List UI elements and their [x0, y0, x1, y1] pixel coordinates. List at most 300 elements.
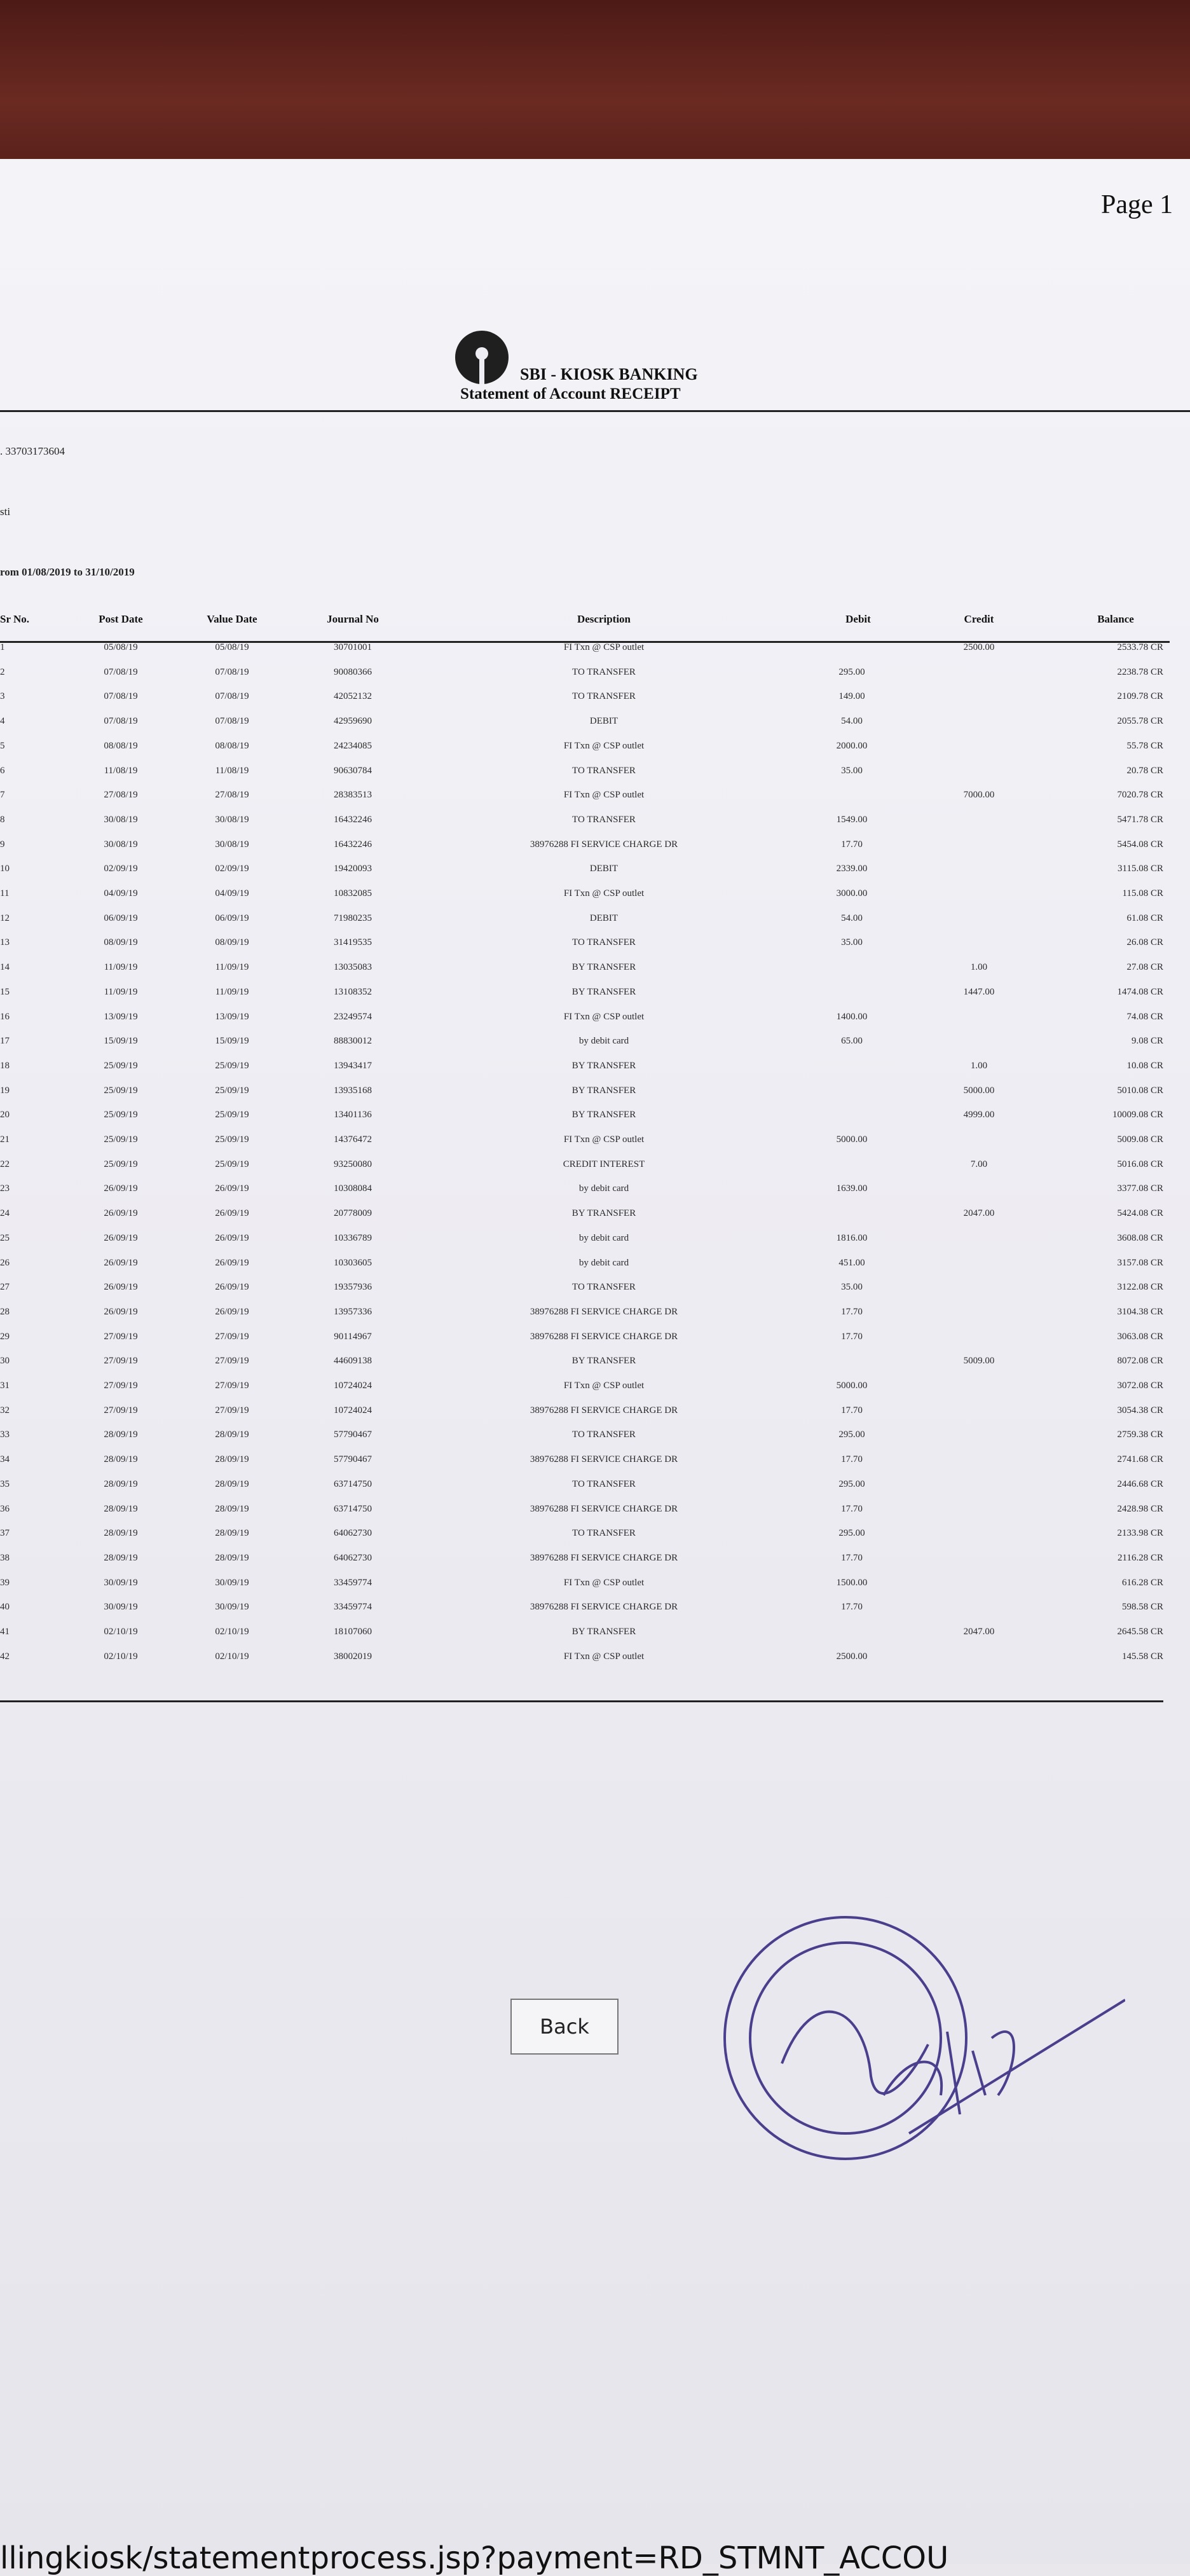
- cell-credit: 1.00: [970, 1060, 988, 1071]
- cell-journal-no: 90630784: [334, 765, 372, 776]
- cell-sr-no: 21: [0, 1134, 10, 1145]
- cell-post-date: 27/09/19: [104, 1356, 138, 1367]
- cell-journal-no: 57790467: [334, 1454, 372, 1465]
- cell-balance: 2133.98 CR: [1117, 1528, 1163, 1539]
- col-header-value-date: Value Date: [207, 613, 257, 625]
- cell-value-date: 28/09/19: [215, 1454, 249, 1465]
- cell-debit: 1816.00: [836, 1232, 868, 1243]
- cell-balance: 3115.08 CR: [1118, 864, 1163, 874]
- back-button[interactable]: Back: [510, 1999, 619, 2055]
- cell-sr-no: 13: [0, 937, 10, 948]
- cell-description: TO TRANSFER: [572, 1429, 636, 1440]
- cell-post-date: 26/09/19: [104, 1257, 138, 1268]
- cell-balance: 2446.68 CR: [1117, 1478, 1163, 1489]
- cell-post-date: 13/09/19: [104, 1011, 138, 1022]
- cell-journal-no: 38002019: [334, 1651, 372, 1662]
- cell-journal-no: 10303605: [334, 1257, 372, 1268]
- cell-sr-no: 18: [0, 1060, 10, 1071]
- cell-balance: 3122.08 CR: [1117, 1282, 1163, 1293]
- cell-sr-no: 37: [0, 1528, 10, 1539]
- cell-value-date: 25/09/19: [215, 1085, 249, 1096]
- col-header-description: Description: [577, 613, 631, 625]
- cell-balance: 5010.08 CR: [1117, 1085, 1163, 1096]
- cell-description: TO TRANSFER: [572, 1528, 636, 1539]
- cell-description: BY TRANSFER: [571, 1208, 636, 1219]
- cell-post-date: 28/09/19: [104, 1552, 138, 1563]
- cell-value-date: 26/09/19: [215, 1183, 249, 1194]
- cell-description: 38976288 FI SERVICE CHARGE DR: [530, 1405, 678, 1415]
- cell-description: 38976288 FI SERVICE CHARGE DR: [530, 1602, 678, 1613]
- cell-post-date: 28/09/19: [104, 1454, 138, 1465]
- cell-description: TO TRANSFER: [572, 666, 636, 677]
- cell-balance: 10.08 CR: [1126, 1060, 1163, 1071]
- cell-value-date: 26/09/19: [215, 1282, 249, 1293]
- table-bottom-divider: [0, 1700, 1163, 1702]
- cell-debit: 54.00: [841, 716, 863, 727]
- cell-sr-no: 5: [0, 740, 5, 751]
- cell-debit: 5000.00: [836, 1134, 868, 1145]
- cell-sr-no: 26: [0, 1257, 10, 1268]
- cell-sr-no: 36: [0, 1503, 10, 1514]
- cell-credit: 7000.00: [963, 790, 995, 801]
- cell-value-date: 07/08/19: [215, 716, 249, 727]
- cell-debit: 35.00: [841, 765, 863, 776]
- cell-description: by debit card: [578, 1183, 629, 1194]
- cell-balance: 2428.98 CR: [1117, 1503, 1163, 1514]
- cell-credit: 2047.00: [963, 1208, 995, 1219]
- cell-description: 38976288 FI SERVICE CHARGE DR: [530, 1454, 678, 1465]
- cell-balance: 616.28 CR: [1121, 1577, 1163, 1588]
- cell-description: CREDIT INTEREST: [563, 1159, 645, 1169]
- cell-description: FI Txn @ CSP outlet: [563, 1577, 645, 1588]
- cell-description: TO TRANSFER: [572, 691, 636, 702]
- cell-description: BY TRANSFER: [571, 1110, 636, 1120]
- cell-description: TO TRANSFER: [572, 1478, 636, 1489]
- cell-sr-no: 35: [0, 1478, 10, 1489]
- col-header-balance: Balance: [1097, 613, 1134, 625]
- cell-sr-no: 31: [0, 1381, 10, 1391]
- col-header-journal-no: Journal No: [327, 613, 379, 625]
- header-divider: [0, 410, 1190, 412]
- cell-description: BY TRANSFER: [571, 986, 636, 997]
- cell-value-date: 28/09/19: [215, 1429, 249, 1440]
- cell-sr-no: 23: [0, 1183, 10, 1194]
- cell-value-date: 15/09/19: [215, 1036, 249, 1047]
- cell-credit: 2500.00: [963, 642, 995, 652]
- cell-value-date: 11/09/19: [215, 986, 249, 997]
- cell-balance: 8072.08 CR: [1117, 1356, 1163, 1367]
- cell-journal-no: 28383513: [334, 790, 372, 801]
- cell-credit: 2047.00: [963, 1627, 995, 1637]
- cell-credit: 5000.00: [963, 1085, 995, 1096]
- cell-debit: 1400.00: [836, 1011, 868, 1022]
- bank-title: SBI - KIOSK BANKING: [520, 365, 698, 383]
- cell-description: FI Txn @ CSP outlet: [563, 1381, 645, 1391]
- cell-balance: 598.58 CR: [1121, 1602, 1163, 1613]
- col-header-credit: Credit: [964, 613, 994, 625]
- cell-debit: 17.70: [841, 1602, 863, 1613]
- csp-stamp-signature: [718, 1904, 1125, 2172]
- cell-value-date: 30/08/19: [215, 814, 249, 825]
- cell-value-date: 27/09/19: [215, 1356, 249, 1367]
- cell-value-date: 28/09/19: [215, 1552, 249, 1563]
- cell-journal-no: 71980235: [334, 913, 372, 923]
- cell-post-date: 28/09/19: [104, 1429, 138, 1440]
- cell-sr-no: 15: [0, 986, 10, 997]
- cell-balance: 3054.38 CR: [1117, 1405, 1163, 1415]
- cell-value-date: 30/08/19: [215, 839, 249, 850]
- cell-value-date: 28/09/19: [215, 1528, 249, 1539]
- cell-sr-no: 30: [0, 1356, 10, 1367]
- cell-sr-no: 29: [0, 1331, 10, 1342]
- cell-debit: 295.00: [838, 1528, 865, 1539]
- cell-post-date: 11/09/19: [104, 986, 138, 997]
- cell-debit: 65.00: [841, 1036, 863, 1047]
- cell-sr-no: 32: [0, 1405, 10, 1415]
- cell-journal-no: 10724024: [334, 1405, 372, 1415]
- cell-balance: 5454.08 CR: [1117, 839, 1163, 850]
- cell-credit: 1447.00: [963, 986, 995, 997]
- cell-description: BY TRANSFER: [571, 1356, 636, 1367]
- cell-description: TO TRANSFER: [572, 937, 636, 948]
- cell-journal-no: 16432246: [334, 814, 372, 825]
- cell-sr-no: 10: [0, 864, 10, 874]
- cell-debit: 17.70: [841, 1405, 863, 1415]
- cell-balance: 5016.08 CR: [1117, 1159, 1163, 1169]
- cell-journal-no: 13401136: [334, 1110, 372, 1120]
- cell-sr-no: 33: [0, 1429, 10, 1440]
- cell-balance: 2109.78 CR: [1117, 691, 1163, 702]
- cell-post-date: 15/09/19: [104, 1036, 138, 1047]
- cell-balance: 26.08 CR: [1126, 937, 1163, 948]
- cell-sr-no: 9: [0, 839, 5, 850]
- cell-value-date: 02/10/19: [215, 1651, 249, 1662]
- cell-debit: 295.00: [838, 1429, 865, 1440]
- cell-description: 38976288 FI SERVICE CHARGE DR: [530, 1552, 678, 1563]
- cell-sr-no: 19: [0, 1085, 10, 1096]
- cell-post-date: 07/08/19: [104, 691, 138, 702]
- cell-sr-no: 7: [0, 790, 5, 801]
- cell-description: BY TRANSFER: [571, 962, 636, 973]
- cell-balance: 20.78 CR: [1126, 765, 1163, 776]
- cell-debit: 2339.00: [836, 864, 868, 874]
- cell-post-date: 25/09/19: [104, 1085, 138, 1096]
- cell-credit: 7.00: [970, 1159, 988, 1169]
- cell-sr-no: 14: [0, 962, 10, 973]
- cell-post-date: 28/09/19: [104, 1503, 138, 1514]
- cell-debit: 149.00: [838, 691, 865, 702]
- cell-description: FI Txn @ CSP outlet: [563, 888, 645, 899]
- cell-description: TO TRANSFER: [572, 1282, 636, 1293]
- cell-balance: 2238.78 CR: [1117, 666, 1163, 677]
- cell-description: FI Txn @ CSP outlet: [563, 790, 645, 801]
- cell-post-date: 02/10/19: [104, 1651, 138, 1662]
- cell-balance: 145.58 CR: [1121, 1651, 1163, 1662]
- cell-balance: 10009.08 CR: [1112, 1110, 1163, 1120]
- page-number: Page 1: [1101, 190, 1173, 219]
- cell-balance: 3063.08 CR: [1117, 1331, 1163, 1342]
- cell-balance: 2645.58 CR: [1117, 1627, 1163, 1637]
- cell-value-date: 02/10/19: [215, 1627, 249, 1637]
- cell-description: 38976288 FI SERVICE CHARGE DR: [530, 1331, 678, 1342]
- cell-post-date: 08/08/19: [104, 740, 138, 751]
- cell-credit: 5009.00: [963, 1356, 995, 1367]
- cell-journal-no: 42052132: [334, 691, 372, 702]
- cell-value-date: 26/09/19: [215, 1257, 249, 1268]
- cell-journal-no: 63714750: [334, 1478, 372, 1489]
- cell-journal-no: 10308084: [334, 1183, 372, 1194]
- cell-post-date: 08/09/19: [104, 937, 138, 948]
- cell-journal-no: 64062730: [334, 1552, 372, 1563]
- cell-balance: 2055.78 CR: [1117, 716, 1163, 727]
- cell-journal-no: 30701001: [334, 642, 372, 652]
- cell-value-date: 30/09/19: [215, 1577, 249, 1588]
- cell-value-date: 02/09/19: [215, 864, 249, 874]
- cell-post-date: 25/09/19: [104, 1159, 138, 1169]
- cell-sr-no: 8: [0, 814, 5, 825]
- cell-debit: 17.70: [841, 1331, 863, 1342]
- cell-sr-no: 11: [0, 888, 10, 899]
- cell-value-date: 25/09/19: [215, 1134, 249, 1145]
- cell-post-date: 30/08/19: [104, 839, 138, 850]
- cell-sr-no: 39: [0, 1577, 10, 1588]
- cell-sr-no: 4: [0, 716, 5, 727]
- cell-debit: 295.00: [838, 1478, 865, 1489]
- cell-post-date: 11/08/19: [104, 765, 138, 776]
- cell-post-date: 02/10/19: [104, 1627, 138, 1637]
- cell-journal-no: 88830012: [334, 1036, 372, 1047]
- cell-description: DEBIT: [589, 864, 619, 874]
- cell-debit: 17.70: [841, 839, 863, 850]
- col-header-debit: Debit: [845, 613, 871, 625]
- cell-post-date: 27/09/19: [104, 1405, 138, 1415]
- cell-post-date: 27/08/19: [104, 790, 138, 801]
- cell-balance: 5009.08 CR: [1117, 1134, 1163, 1145]
- cell-journal-no: 13035083: [334, 962, 372, 973]
- col-header-post-date: Post Date: [99, 613, 143, 625]
- cell-sr-no: 1: [0, 642, 5, 652]
- cell-description: DEBIT: [589, 913, 619, 923]
- cell-debit: 54.00: [841, 913, 863, 923]
- cell-value-date: 06/09/19: [215, 913, 249, 923]
- cell-balance: 115.08 CR: [1122, 888, 1163, 899]
- cell-value-date: 27/09/19: [215, 1331, 249, 1342]
- cell-journal-no: 42959690: [334, 716, 372, 727]
- cell-post-date: 30/09/19: [104, 1602, 138, 1613]
- account-name: sti: [0, 506, 11, 518]
- cell-balance: 5424.08 CR: [1117, 1208, 1163, 1219]
- cell-journal-no: 18107060: [334, 1627, 372, 1637]
- cell-balance: 61.08 CR: [1126, 913, 1163, 923]
- cell-balance: 2116.28 CR: [1118, 1552, 1163, 1563]
- cell-balance: 3072.08 CR: [1117, 1381, 1163, 1391]
- cell-post-date: 26/09/19: [104, 1306, 138, 1317]
- cell-post-date: 27/09/19: [104, 1381, 138, 1391]
- cell-description: FI Txn @ CSP outlet: [563, 1134, 645, 1145]
- cell-post-date: 30/08/19: [104, 814, 138, 825]
- cell-value-date: 28/09/19: [215, 1503, 249, 1514]
- cell-post-date: 28/09/19: [104, 1478, 138, 1489]
- cell-value-date: 28/09/19: [215, 1478, 249, 1489]
- cell-sr-no: 42: [0, 1651, 10, 1662]
- cell-journal-no: 63714750: [334, 1503, 372, 1514]
- cell-value-date: 26/09/19: [215, 1306, 249, 1317]
- cell-post-date: 26/09/19: [104, 1232, 138, 1243]
- cell-value-date: 07/08/19: [215, 691, 249, 702]
- cell-value-date: 04/09/19: [215, 888, 249, 899]
- cell-post-date: 26/09/19: [104, 1282, 138, 1293]
- cell-debit: 35.00: [841, 937, 863, 948]
- cell-sr-no: 16: [0, 1011, 10, 1022]
- cell-value-date: 13/09/19: [215, 1011, 249, 1022]
- cell-balance: 3104.38 CR: [1117, 1306, 1163, 1317]
- cell-post-date: 02/09/19: [104, 864, 138, 874]
- cell-balance: 55.78 CR: [1126, 740, 1163, 751]
- cell-value-date: 25/09/19: [215, 1060, 249, 1071]
- cell-sr-no: 2: [0, 666, 5, 677]
- cell-journal-no: 64062730: [334, 1528, 372, 1539]
- cell-journal-no: 93250080: [334, 1159, 372, 1169]
- cell-balance: 2759.38 CR: [1117, 1429, 1163, 1440]
- cell-post-date: 05/08/19: [104, 642, 138, 652]
- cell-post-date: 30/09/19: [104, 1577, 138, 1588]
- cell-journal-no: 10724024: [334, 1381, 372, 1391]
- cell-debit: 5000.00: [836, 1381, 868, 1391]
- cell-debit: 17.70: [841, 1454, 863, 1465]
- cell-description: 38976288 FI SERVICE CHARGE DR: [530, 839, 678, 850]
- cell-journal-no: 57790467: [334, 1429, 372, 1440]
- cell-debit: 3000.00: [836, 888, 868, 899]
- cell-credit: 4999.00: [963, 1110, 995, 1120]
- sbi-logo-icon: [453, 328, 511, 387]
- cell-description: 38976288 FI SERVICE CHARGE DR: [530, 1503, 678, 1514]
- statement-period: rom 01/08/2019 to 31/10/2019: [0, 566, 135, 578]
- background-surface: [0, 0, 1190, 169]
- cell-post-date: 27/09/19: [104, 1331, 138, 1342]
- cell-balance: 2741.68 CR: [1117, 1454, 1163, 1465]
- cell-sr-no: 38: [0, 1552, 10, 1563]
- cell-journal-no: 44609138: [334, 1356, 372, 1367]
- cell-description: by debit card: [578, 1257, 629, 1268]
- cell-debit: 17.70: [841, 1552, 863, 1563]
- cell-description: BY TRANSFER: [571, 1627, 636, 1637]
- cell-post-date: 26/09/19: [104, 1208, 138, 1219]
- cell-journal-no: 33459774: [334, 1577, 372, 1588]
- account-number: . 33703173604: [0, 445, 65, 457]
- cell-description: BY TRANSFER: [571, 1085, 636, 1096]
- cell-value-date: 27/08/19: [215, 790, 249, 801]
- cell-balance: 3377.08 CR: [1117, 1183, 1163, 1194]
- cell-journal-no: 13108352: [334, 986, 372, 997]
- footer-url-fragment: llingkiosk/statementprocess.jsp?payment=RD_STMNT_ACCOU: [0, 2540, 949, 2576]
- cell-journal-no: 13943417: [334, 1060, 372, 1071]
- cell-sr-no: 34: [0, 1454, 10, 1465]
- cell-debit: 2000.00: [836, 740, 868, 751]
- cell-post-date: 07/08/19: [104, 666, 138, 677]
- cell-journal-no: 14376472: [334, 1134, 372, 1145]
- cell-sr-no: 20: [0, 1110, 10, 1120]
- cell-description: TO TRANSFER: [572, 814, 636, 825]
- cell-balance: 9.08 CR: [1131, 1036, 1163, 1047]
- cell-sr-no: 41: [0, 1627, 10, 1637]
- cell-debit: 35.00: [841, 1282, 863, 1293]
- cell-post-date: 25/09/19: [104, 1110, 138, 1120]
- cell-post-date: 04/09/19: [104, 888, 138, 899]
- cell-sr-no: 24: [0, 1208, 10, 1219]
- cell-description: FI Txn @ CSP outlet: [563, 642, 645, 652]
- cell-balance: 27.08 CR: [1126, 962, 1163, 973]
- cell-balance: 3157.08 CR: [1117, 1257, 1163, 1268]
- cell-journal-no: 23249574: [334, 1011, 372, 1022]
- cell-sr-no: 12: [0, 913, 10, 923]
- cell-sr-no: 25: [0, 1232, 10, 1243]
- cell-journal-no: 10832085: [334, 888, 372, 899]
- cell-debit: 2500.00: [836, 1651, 868, 1662]
- cell-description: 38976288 FI SERVICE CHARGE DR: [530, 1306, 678, 1317]
- col-header-sr-no: Sr No.: [0, 613, 29, 625]
- cell-balance: 3608.08 CR: [1117, 1232, 1163, 1243]
- cell-debit: 17.70: [841, 1503, 863, 1514]
- statement-subtitle: Statement of Account RECEIPT: [460, 385, 681, 403]
- cell-sr-no: 17: [0, 1036, 10, 1047]
- cell-balance: 1474.08 CR: [1117, 986, 1163, 997]
- cell-debit: 295.00: [838, 666, 865, 677]
- cell-description: TO TRANSFER: [572, 765, 636, 776]
- cell-post-date: 06/09/19: [104, 913, 138, 923]
- cell-journal-no: 20778009: [334, 1208, 372, 1219]
- cell-description: by debit card: [578, 1036, 629, 1047]
- cell-journal-no: 33459774: [334, 1602, 372, 1613]
- cell-description: FI Txn @ CSP outlet: [563, 740, 645, 751]
- cell-balance: 5471.78 CR: [1117, 814, 1163, 825]
- cell-balance: 7020.78 CR: [1117, 790, 1163, 801]
- cell-value-date: 26/09/19: [215, 1232, 249, 1243]
- cell-journal-no: 19420093: [334, 864, 372, 874]
- cell-balance: 74.08 CR: [1126, 1011, 1163, 1022]
- cell-value-date: 26/09/19: [215, 1208, 249, 1219]
- cell-journal-no: 13957336: [334, 1306, 372, 1317]
- cell-journal-no: 90114967: [334, 1331, 372, 1342]
- cell-value-date: 05/08/19: [215, 642, 249, 652]
- cell-journal-no: 16432246: [334, 839, 372, 850]
- cell-sr-no: 27: [0, 1282, 10, 1293]
- cell-value-date: 27/09/19: [215, 1405, 249, 1415]
- cell-value-date: 30/09/19: [215, 1602, 249, 1613]
- cell-value-date: 08/08/19: [215, 740, 249, 751]
- cell-journal-no: 13935168: [334, 1085, 372, 1096]
- cell-debit: 17.70: [841, 1306, 863, 1317]
- cell-value-date: 11/09/19: [215, 962, 249, 973]
- cell-description: BY TRANSFER: [571, 1060, 636, 1071]
- cell-journal-no: 10336789: [334, 1232, 372, 1243]
- cell-value-date: 27/09/19: [215, 1381, 249, 1391]
- cell-value-date: 25/09/19: [215, 1110, 249, 1120]
- cell-post-date: 25/09/19: [104, 1134, 138, 1145]
- cell-post-date: 28/09/19: [104, 1528, 138, 1539]
- cell-debit: 1639.00: [836, 1183, 868, 1194]
- cell-journal-no: 19357936: [334, 1282, 372, 1293]
- cell-description: by debit card: [578, 1232, 629, 1243]
- cell-post-date: 07/08/19: [104, 716, 138, 727]
- cell-value-date: 08/09/19: [215, 937, 249, 948]
- cell-sr-no: 40: [0, 1602, 10, 1613]
- cell-value-date: 07/08/19: [215, 666, 249, 677]
- cell-journal-no: 31419535: [334, 937, 372, 948]
- cell-debit: 1500.00: [836, 1577, 868, 1588]
- cell-sr-no: 3: [0, 691, 5, 702]
- cell-balance: 2533.78 CR: [1117, 642, 1163, 652]
- cell-journal-no: 90080366: [334, 666, 372, 677]
